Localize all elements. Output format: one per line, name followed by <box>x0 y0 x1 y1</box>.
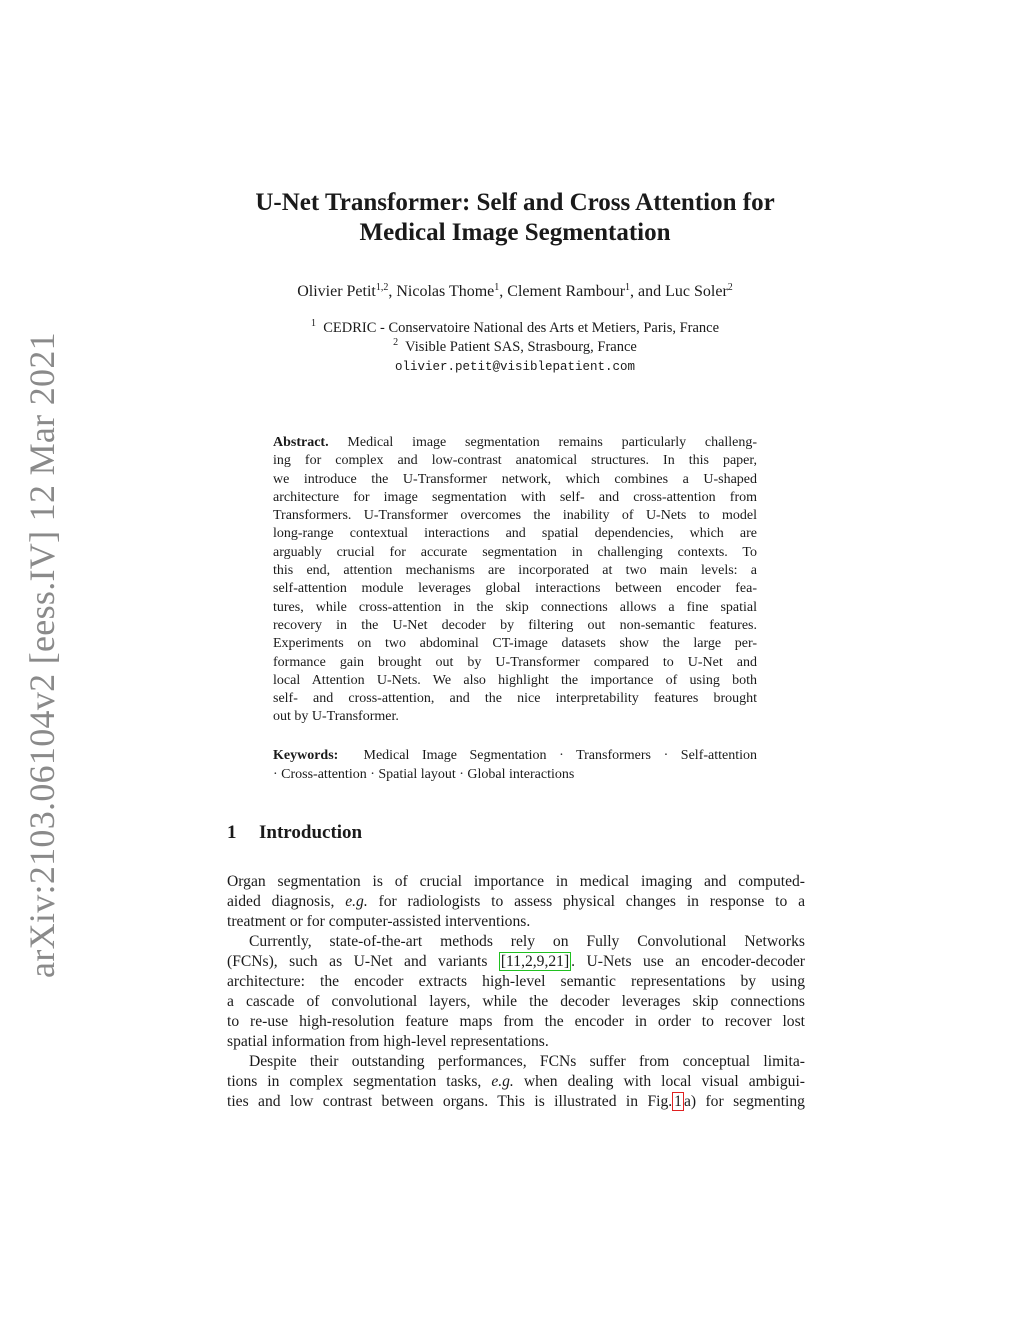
body-line: Despite their outstanding performances, FCNs suffer from conceptual limita- <box>249 1053 805 1070</box>
body-line: tions in complex segmentation tasks, e.g. when dealing with local visual ambigui- <box>227 1073 805 1090</box>
affiliation-2 <box>210 339 820 356</box>
body-line: architecture: the encoder extracts high-level semantic representations by using <box>227 973 805 990</box>
abstract-line <box>273 708 757 726</box>
abstract-line <box>273 525 757 543</box>
body-line: Organ segmentation is of crucial importance in medical imaging and computed- <box>227 873 805 890</box>
paper-title <box>210 188 820 248</box>
body-text <box>227 872 805 1112</box>
paper-title-line: U-Net Transformer: Self and Cross Attention for <box>255 189 775 216</box>
affiliation-text: CEDRIC - Conservatoire National des Arts et Metiers, Paris, France <box>323 320 720 336</box>
abstract-line <box>273 434 757 452</box>
abstract-label: Abstract. <box>273 435 329 450</box>
email-line <box>210 358 820 375</box>
author-email[interactable]: olivier.petit@visiblepatient.com <box>394 360 636 374</box>
abstract-text: ing for complex and low-contrast anatomical structures. In this paper, <box>273 453 757 469</box>
body-line: treatment or for computer-assisted interventions. <box>227 913 531 930</box>
abstract-text: architecture for image segmentation with self- and cross-attention from <box>273 489 757 505</box>
abstract-text: formance gain brought out by U-Transformer compared to U-Net and <box>273 654 757 670</box>
author-name: Luc Soler <box>665 283 728 300</box>
body-line: aided diagnosis, e.g. for radiologists to assess physical changes in response to a <box>227 893 806 910</box>
abstract-line <box>273 672 757 690</box>
keywords-line: · Cross-attention · Spatial layout · Global interactions <box>273 766 575 782</box>
abstract-line <box>273 654 757 672</box>
abstract-line <box>273 562 757 580</box>
body-line: (FCNs), such as U-Net and variants [11,2,9,21] . U-Nets use an encoder-decoder <box>227 953 805 970</box>
author-name: Nicolas Thome <box>396 283 495 300</box>
abstract-line <box>273 599 757 617</box>
keywords-line <box>273 747 757 766</box>
arxiv-side-stamp: arXiv:2103.06104v2 [eess.IV] 12 Mar 2021 <box>22 332 62 978</box>
abstract-text: self- and cross-attention, and the nice interpretability features brought <box>273 691 757 707</box>
italic-abbreviation: e.g. <box>491 1073 514 1090</box>
abstract-text: Medical image segmentation remains particularly challeng- <box>347 435 758 450</box>
keywords-text: Medical Image Segmentation · Transformers · Self-attention <box>363 748 758 763</box>
abstract-line <box>273 617 757 635</box>
paper-title-line: Medical Image Segmentation <box>359 219 671 246</box>
abstract-text: Transformers. U-Transformer overcomes the inability of U-Nets to model <box>273 508 757 524</box>
abstract-line <box>273 471 757 489</box>
author-name: Olivier Petit <box>297 283 376 300</box>
affiliation-marker: 1 <box>310 318 316 329</box>
abstract-text: self-attention module leverages global interactions between encoder fea- <box>273 581 757 597</box>
affiliation-marker: 2 <box>393 337 399 348</box>
abstract-text: this end, attention mechanisms are incorporated at two main levels: a <box>273 563 757 579</box>
abstract-line <box>273 690 757 708</box>
body-line: Currently, state-of-the-art methods rely on Fully Convolutional Networks <box>249 933 805 950</box>
author-affiliation-marker: 1 <box>494 282 500 293</box>
abstract-line <box>273 507 757 525</box>
abstract-line <box>273 489 757 507</box>
abstract-text: Experiments on two abdominal CT-image datasets show the large per- <box>273 636 757 652</box>
author-affiliation-marker: 2 <box>727 282 733 293</box>
body-line: spatial information from high-level representations. <box>227 1033 549 1050</box>
section-number: 1 <box>227 822 237 843</box>
abstract-text: out by U-Transformer. <box>273 709 399 725</box>
abstract-text: arguably crucial for accurate segmentation in challenging contexts. To <box>273 544 757 560</box>
body-line: to re-use high-resolution feature maps from the encoder in order to recover lost <box>227 1013 805 1030</box>
abstract-text: tures, while cross-attention in the skip connections allows a fine spatial <box>273 599 757 615</box>
abstract-text: local Attention U-Nets. We also highlight the importance of using both <box>273 672 757 688</box>
citation-link[interactable]: [11,2,9,21] <box>500 953 570 970</box>
abstract-line <box>273 635 757 653</box>
abstract-text: long-range contextual interactions and spatial dependencies, which are <box>273 526 757 542</box>
author-name: Clement Rambour <box>507 283 626 300</box>
affiliation-text: Visible Patient SAS, Strasbourg, France <box>405 339 637 355</box>
author-affiliation-marker: 1,2 <box>375 282 389 293</box>
abstract-line <box>273 544 757 562</box>
section-heading <box>227 822 362 844</box>
body-line: a cascade of convolutional layers, while the decoder leverages skip connections <box>227 993 805 1010</box>
body-line: ties and low contrast between organs. This is illustrated in Fig. 1 a) for segmenting <box>227 1093 805 1110</box>
abstract-text: recovery in the U-Net decoder by filtering out non-semantic features. <box>273 617 757 633</box>
abstract <box>273 434 757 727</box>
figure-reference-link[interactable]: 1 <box>674 1093 682 1110</box>
abstract-line <box>273 452 757 470</box>
author-list: Olivier Petit$^{1,2}$, Nicolas Thome$^1$, Clement Rambour$^1$, and Luc Soler$^2$ <box>297 282 733 300</box>
keywords-label: Keywords: <box>273 748 339 763</box>
section-title: Introduction <box>259 822 363 843</box>
keywords <box>273 747 757 784</box>
abstract-line <box>273 580 757 598</box>
italic-abbreviation: e.g. <box>345 893 368 910</box>
affiliation-1 <box>210 320 820 337</box>
author-affiliation-marker: 1 <box>625 282 631 293</box>
abstract-text: we introduce the U-Transformer network, which combines a U-shaped <box>273 471 757 487</box>
